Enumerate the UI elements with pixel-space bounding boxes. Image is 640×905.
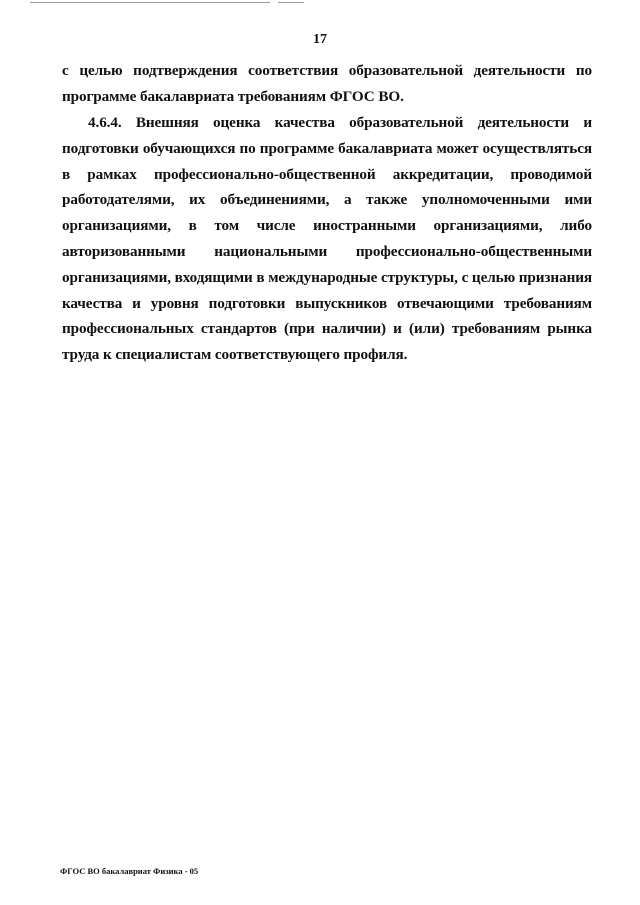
paragraph-continuation: с целью подтверждения соответствия образовательной деятельности по программе бакалавриата требованиям ФГОС ВО. (62, 62, 592, 105)
scan-edge-line (278, 2, 304, 3)
document-footer: ФГОС ВО бакалавриат Физика - 05 (60, 866, 199, 876)
scan-edge-line (30, 2, 270, 3)
page-number: 17 (313, 32, 327, 47)
paragraph-4-6-4: 4.6.4. Внешняя оценка качества образовательной деятельности и подготовки обучающихся по программе бакалавриата может осуществляться в рамках профессионально-общественной аккредитации, проводимой работодателями, их объединениями, а также уполномоченными ими организациями, в том числе иностранными организациями, либо авторизованными национальными профессионально-общественными организациями, входящими в международные структуры, с целью признания качества и уровня подготовки выпускников отвечающими требованиям профессиональных стандартов (при наличии) и (или) требованиям рынка труда к специалистам соответствующего профиля. (62, 114, 592, 364)
